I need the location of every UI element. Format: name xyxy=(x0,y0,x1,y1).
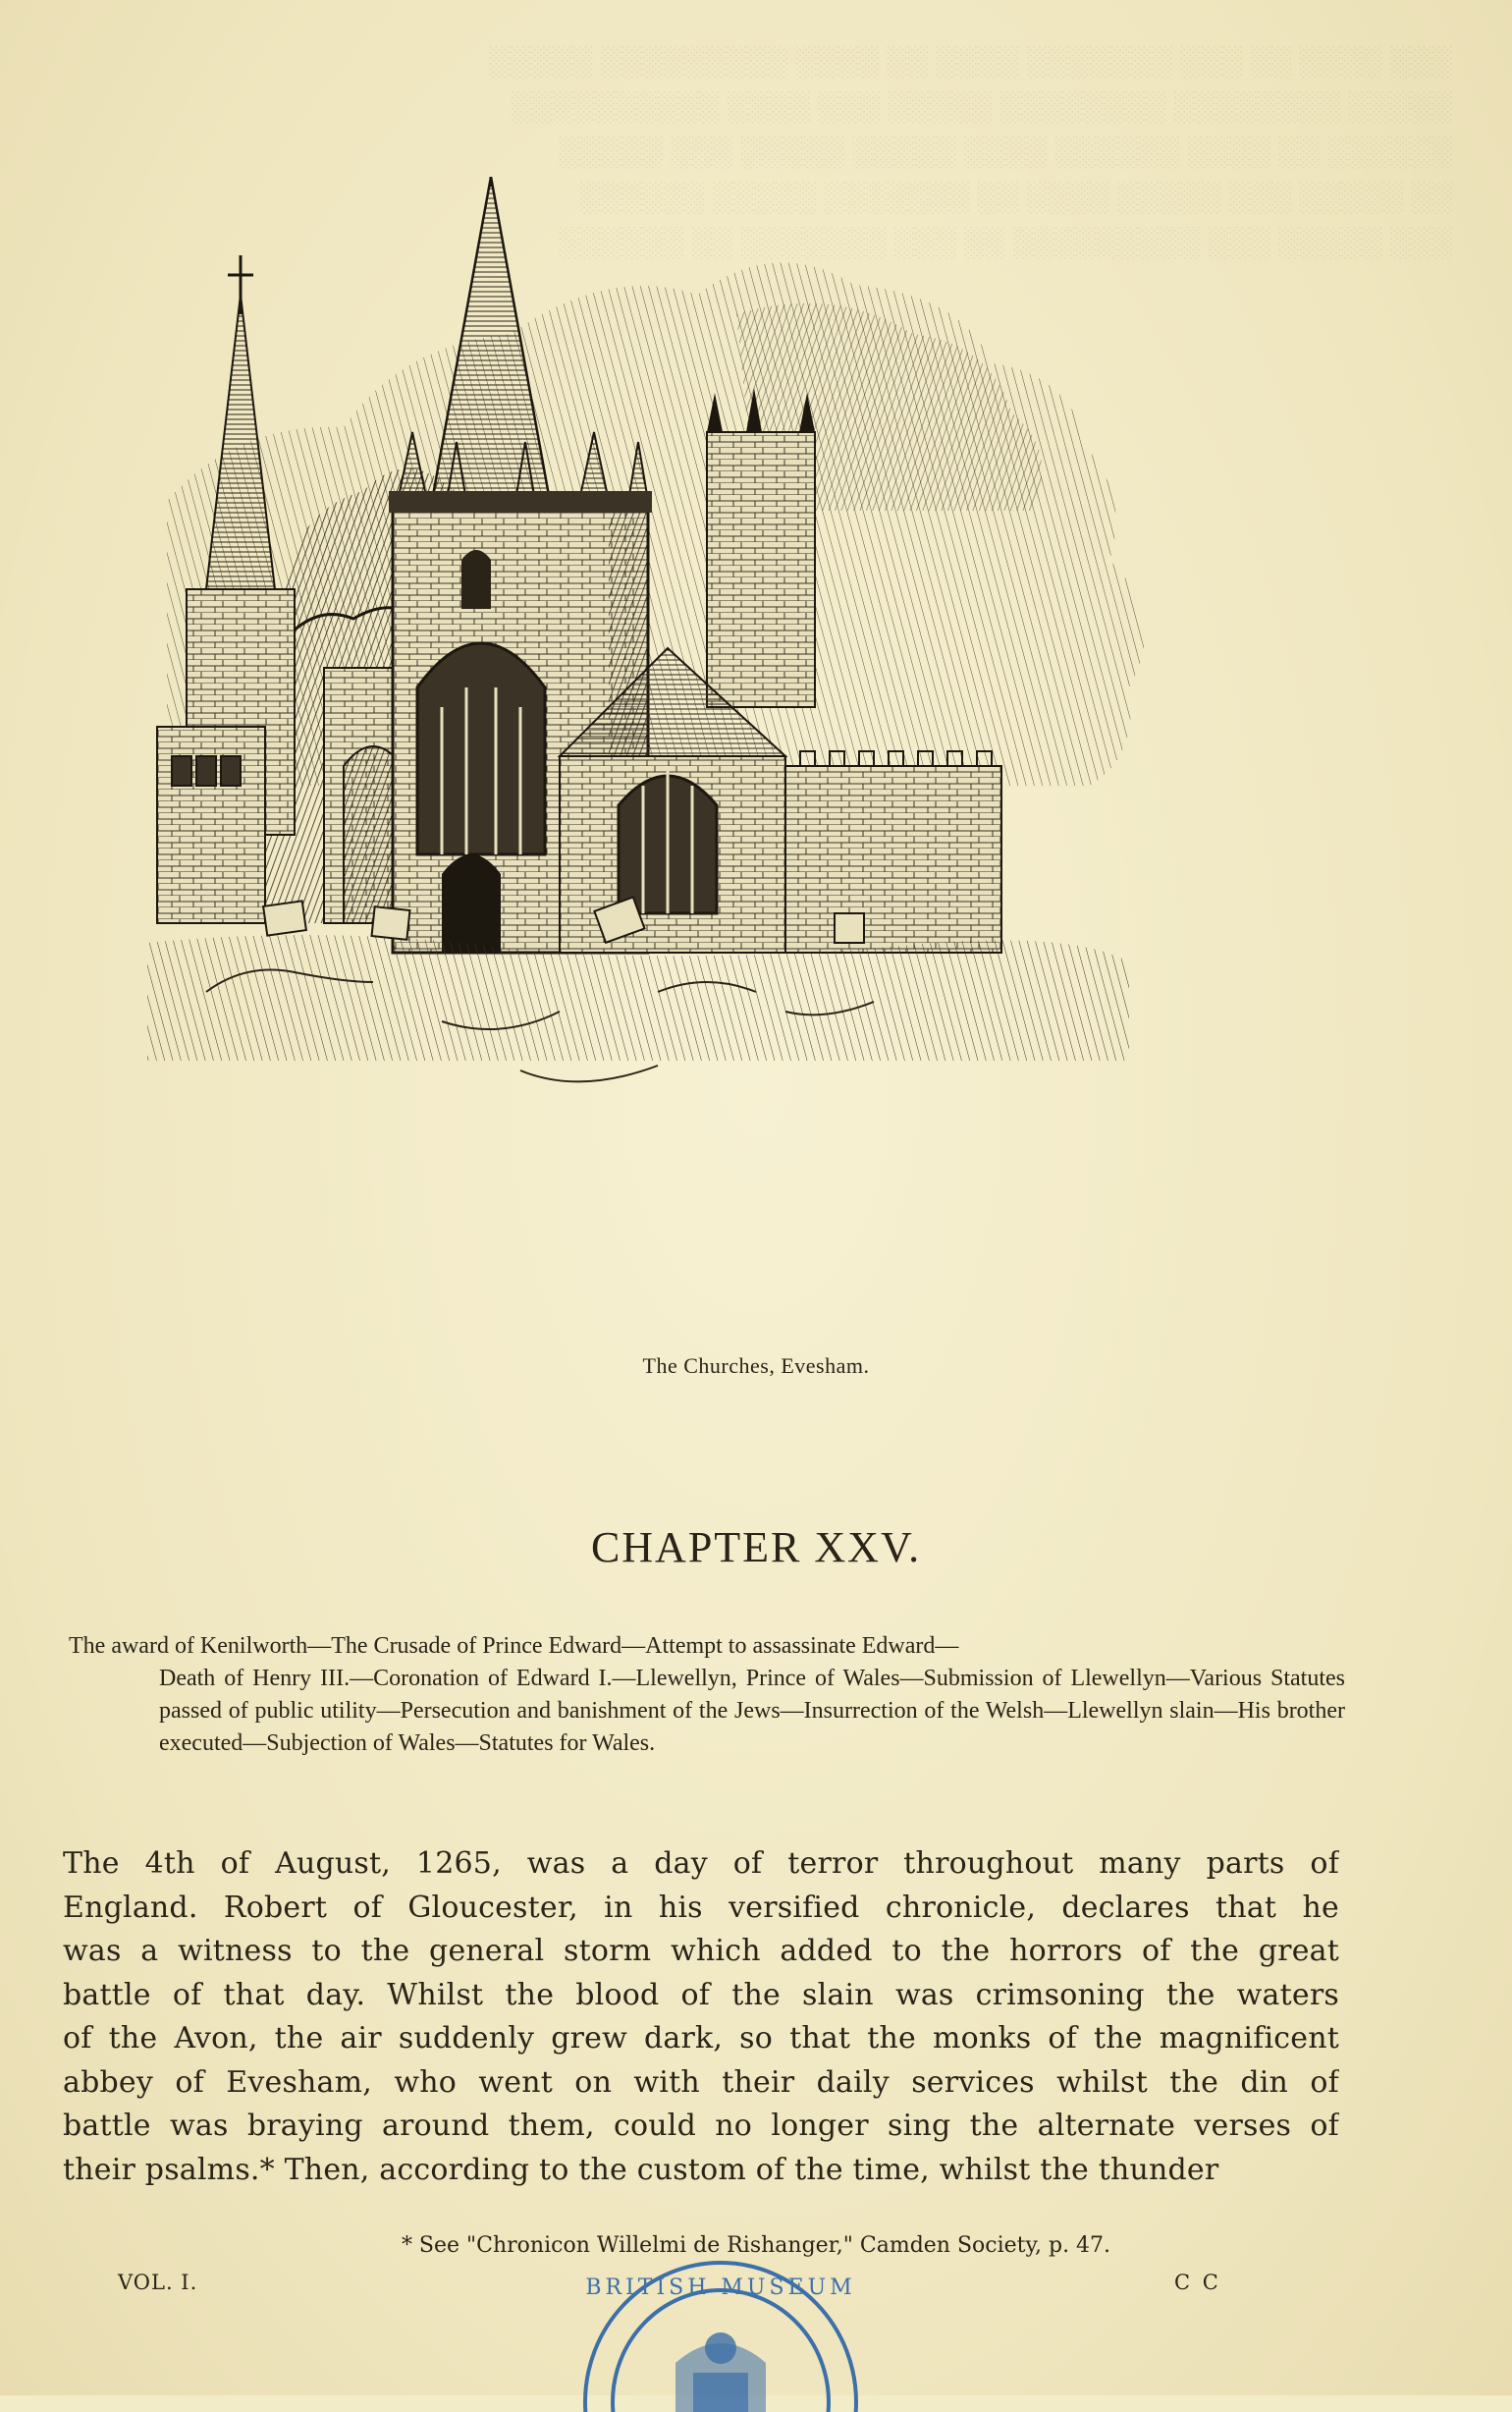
body-line: their psalms.* Then, according to the custom of the time, whilst the thunder xyxy=(63,2152,1219,2187)
body-line: was a witness to the general storm which added to the horrors of the great xyxy=(63,1934,1339,1968)
volume-marker: VOL. I. xyxy=(118,2271,198,2294)
museum-stamp-icon xyxy=(577,2255,864,2412)
signature-mark: C C xyxy=(1174,2271,1221,2294)
figure-caption: The Churches, Evesham. xyxy=(642,1353,870,1378)
chapter-summary xyxy=(69,1630,1345,1760)
chapter-heading: CHAPTER XXV. xyxy=(590,1523,922,1571)
footnote: * See "Chronicon Willelmi de Rishanger," Camden Society, p. 47. xyxy=(401,2233,1111,2258)
body-line: of the Avon, the air suddenly grew dark, so that the monks of the magnificent xyxy=(63,2021,1339,2056)
summary-first-line: The award of Kenilworth—The Crusade of Prince Edward—Attempt to assassinate Edward— xyxy=(69,1633,959,1659)
body-line: England. Robert of Gloucester, in his versified chronicle, declares that he xyxy=(63,1890,1339,1925)
body-line: battle was braying around them, could no longer sing the alternate verses of xyxy=(63,2109,1339,2143)
summary-continuation: Death of Henry III.—Coronation of Edward I.—Llewellyn, Prince of Wales—Submission of Llewellyn—Various Statutes passed of public utility—Persecution and banishment of the Jews—Insurrection of the Welsh—Llewellyn slain—His brother executed—Subjection of Wales—Statutes for Wales. xyxy=(159,1666,1345,1756)
body-line: battle of that day. Whilst the blood of the slain was crimsoning the waters xyxy=(63,1977,1339,2012)
body-paragraph xyxy=(63,1842,1339,2192)
bleed-through-text: ░░░ ░░░░ ░░ ░░░ ░░░░░░░ ░░░░ ░░ ░░░░ ░░░░░░░░░ ░░░░░ ░░░░░ ░░░░░░░░ ░░░░░░░░ ░░░░░ ░░░ ░░░░ ░░░░░░░░░░ ░░░░░░ ░░ ░░░░ ░░░░░░ ░░░░ ░░░░░ ░░░░░ ░░░ ░░░░░ ░░ ░░░░░ ░░░ ░░░░░ ░░░░ ░░ ░░░░░░░ ░░░░░ ░░░░░░ ░░░ ░░░░░ ░░░ ░░░░░░░░░ ░░ ░░░ ░░░░░░░ ░░ ░░░░░░ xyxy=(489,45,1453,258)
svg-text:BRITISH MUSEUM: BRITISH MUSEUM xyxy=(585,2275,856,2300)
body-line: abbey of Evesham, who went on with their daily services whilst the din of xyxy=(63,2064,1339,2100)
churches-engraving xyxy=(147,177,1286,1326)
body-line: The 4th of August, 1265, was a day of terror throughout many parts of xyxy=(63,1846,1339,1881)
